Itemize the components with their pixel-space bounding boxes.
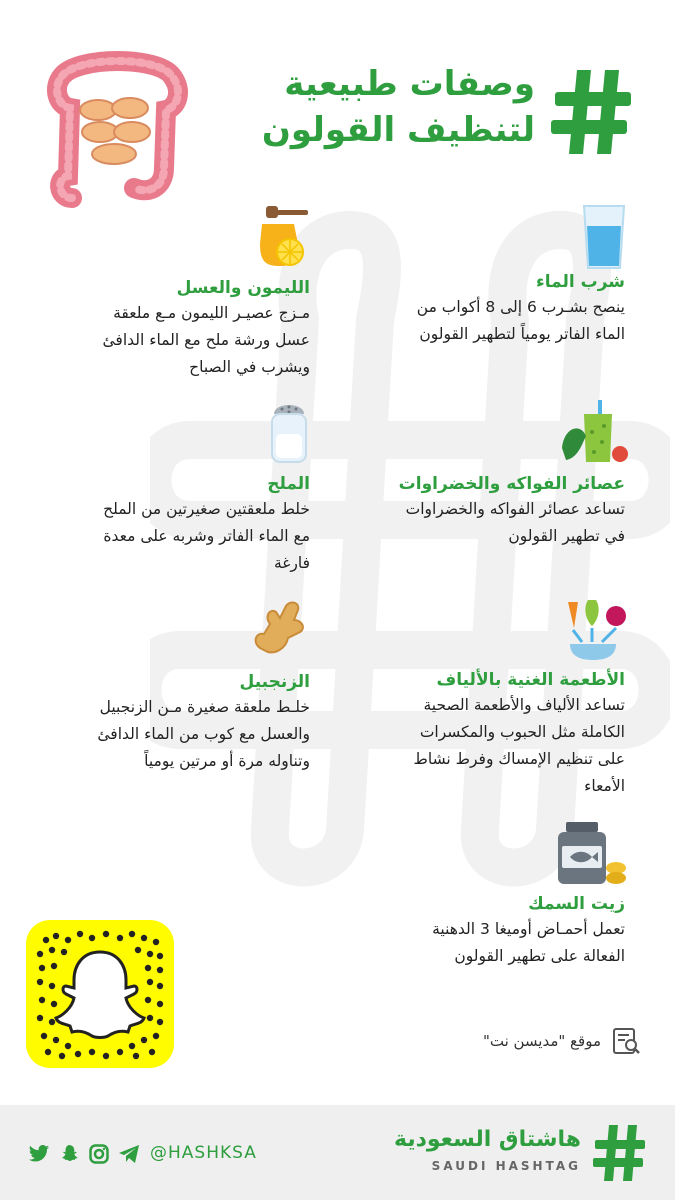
tip-title: الزنجبيل <box>239 672 310 692</box>
tip-fiber-foods <box>315 668 625 800</box>
tip-fish-oil <box>325 892 625 970</box>
tip-salt <box>10 472 310 577</box>
tip-line: في تطهير القولون <box>508 527 625 545</box>
source-credit <box>483 1024 641 1058</box>
tip-line: الكاملة مثل الحبوب والمكسرات <box>419 723 625 741</box>
brand-name-arabic: هاشتاق السعودية <box>393 1127 581 1152</box>
brand-name-english: SAUDI HASHTAG <box>431 1159 581 1173</box>
twitter-icon[interactable] <box>28 1143 50 1165</box>
social-handle[interactable]: @HASHKSA <box>150 1143 257 1163</box>
tip-line: والعسل مع كوب من الماء الدافئ <box>97 725 310 743</box>
tip-lemon-honey <box>10 276 310 381</box>
snapcode-dots <box>26 920 174 1068</box>
hashtag-brand-icon <box>591 1123 647 1183</box>
tip-line: مع الماء الفاتر وشربه على معدة <box>103 527 310 545</box>
tip-title: الأطعمة الغنية بالألياف <box>436 670 625 690</box>
tip-line: مـزج عصيـر الليمون مـع ملعقة <box>113 304 310 322</box>
tip-line: الماء الفاتر يومياً لتطهير القولون <box>419 325 625 343</box>
salt-shaker-icon <box>268 400 310 464</box>
tip-title: زيت السمك <box>528 894 625 914</box>
tip-text <box>10 694 310 775</box>
page-title-line-1: وصفات طبيعية <box>284 64 535 104</box>
tip-line: فارغة <box>273 554 310 572</box>
social-icons <box>28 1143 140 1165</box>
snapchat-icon[interactable] <box>58 1143 80 1165</box>
snapcode[interactable] <box>26 920 174 1068</box>
brand[interactable] <box>393 1123 647 1185</box>
tip-text <box>10 496 310 577</box>
tip-title: شرب الماء <box>536 272 625 292</box>
tip-line: على تنظيم الإمساك وفرط نشاط <box>413 750 625 768</box>
tip-line: ويشرب في الصباح <box>189 358 310 376</box>
tip-title: الملح <box>267 474 310 494</box>
tip-title: عصائر الفواكه والخضراوات <box>398 474 625 494</box>
water-glass-icon <box>580 204 628 270</box>
tip-title: الليمون والعسل <box>176 278 310 298</box>
ginger-icon <box>250 598 310 656</box>
hashtag-logo-icon <box>549 66 635 158</box>
tip-ginger <box>10 670 310 775</box>
juice-vegetables-icon <box>560 398 630 466</box>
lemon-honey-icon <box>254 204 310 270</box>
fiber-foods-icon <box>560 596 630 662</box>
header <box>215 62 635 172</box>
tip-line: تعمل أحمـاض أوميغا 3 الدهنية <box>432 920 625 938</box>
fish-oil-icon <box>554 820 628 886</box>
tip-juices <box>325 472 625 550</box>
footer <box>0 1105 675 1200</box>
tip-water <box>335 270 625 348</box>
tip-line: وتناوله مرة أو مرتين يومياً <box>144 752 310 770</box>
tip-text <box>10 300 310 381</box>
tip-line: ينصح بشـرب 6 إلى 8 أكواب من <box>416 298 625 316</box>
tip-line: عسل ورشة ملح مع الماء الدافئ <box>102 331 310 349</box>
intestine-icon <box>38 48 190 208</box>
tip-text <box>325 496 625 550</box>
instagram-icon[interactable] <box>88 1143 110 1165</box>
tip-text <box>315 692 625 800</box>
tip-text <box>335 294 625 348</box>
source-text: موقع "مديسن نت" <box>482 1032 601 1050</box>
tip-text <box>325 916 625 970</box>
document-magnifier-icon <box>611 1026 641 1056</box>
tip-line: الفعالة على تطهير القولون <box>454 947 625 965</box>
tip-line: تساعد عصائر الفواكه والخضراوات <box>405 500 625 518</box>
tip-line: خلط ملعقتين صغيرتين من الملح <box>103 500 310 518</box>
page-title-line-2: لتنظيف القولون <box>261 110 535 150</box>
tip-line: الأمعاء <box>584 777 625 795</box>
telegram-icon[interactable] <box>118 1143 140 1165</box>
tip-line: خلـط ملعقة صغيرة مـن الزنجبيل <box>99 698 310 716</box>
tip-line: تساعد الألياف والأطعمة الصحية <box>423 696 625 714</box>
